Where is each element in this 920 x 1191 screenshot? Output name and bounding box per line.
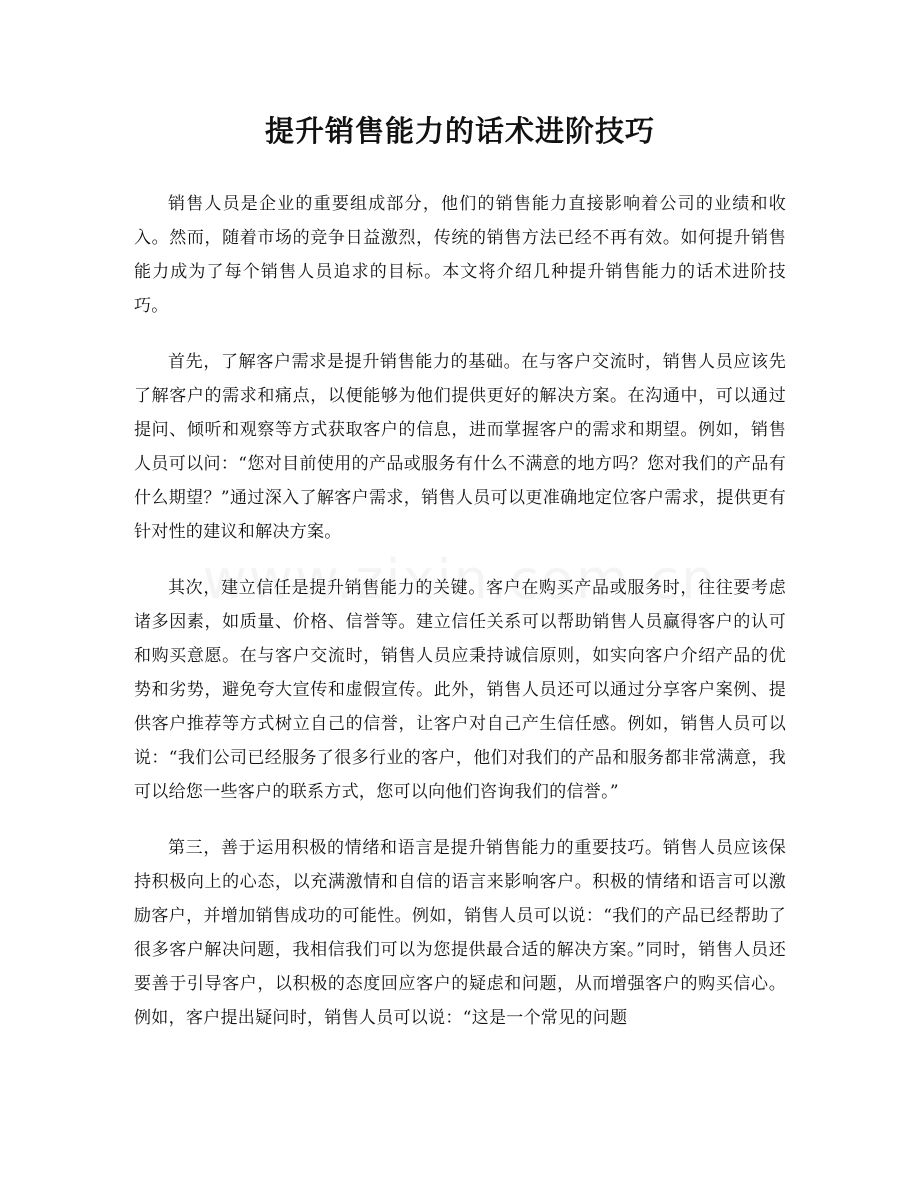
- paragraph-positive-language: 第三，善于运用积极的情绪和语言是提升销售能力的重要技巧。销售人员应该保持积极向上的心态，以充满激情和自信的语言来影响客户。积极的情绪和语言可以激励客户，并增加销售成功的可能性。例如，销售人员可以说：“我们的产品已经帮助了很多客户解决问题，我相信我们可以为您提供最合适的解决方案。”同时，销售人员还要善于引导客户，以积极的态度回应客户的疑虑和问题，从而增强客户的购买信心。例如，客户提出疑问时，销售人员可以说：“这是一个常见的问题: [134, 838, 786, 1028]
- document-body: [134, 187, 786, 1035]
- paragraph-intro: 销售人员是企业的重要组成部分，他们的销售能力直接影响着公司的业绩和收入。然而，随着市场的竞争日益激烈，传统的销售方法已经不再有效。如何提升销售能力成为了每个销售人员追求的目标。本文将介绍几种提升销售能力的话术进阶技巧。: [134, 194, 786, 316]
- paragraph-build-trust: 其次，建立信任是提升销售能力的关键。客户在购买产品或服务时，往往要考虑诸多因素，如质量、价格、信誉等。建立信任关系可以帮助销售人员赢得客户的认可和购买意愿。在与客户交流时，销售人员应秉持诚信原则，如实向客户介绍产品的优势和劣势，避免夸大宣传和虚假宣传。此外，销售人员还可以通过分享客户案例、提供客户推荐等方式树立自己的信誉，让客户对自己产生信任感。例如，销售人员可以说：“我们公司已经服务了很多行业的客户，他们对我们的产品和服务都非常满意，我可以给您一些客户的联系方式，您可以向他们咨询我们的信誉。”: [134, 578, 786, 802]
- paragraph-customer-needs: 首先，了解客户需求是提升销售能力的基础。在与客户交流时，销售人员应该先了解客户的需求和痛点，以便能够为他们提供更好的解决方案。在沟通中，可以通过提问、倾听和观察等方式获取客户的信息，进而掌握客户的需求和期望。例如，销售人员可以问：“您对目前使用的产品或服务有什么不满意的地方吗？您对我们的产品有什么期望？”通过深入了解客户需求，销售人员可以更准确地定位客户需求，提供更有针对性的建议和解决方案。: [134, 352, 786, 542]
- document-title: 提升销售能力的话术进阶技巧: [264, 114, 655, 148]
